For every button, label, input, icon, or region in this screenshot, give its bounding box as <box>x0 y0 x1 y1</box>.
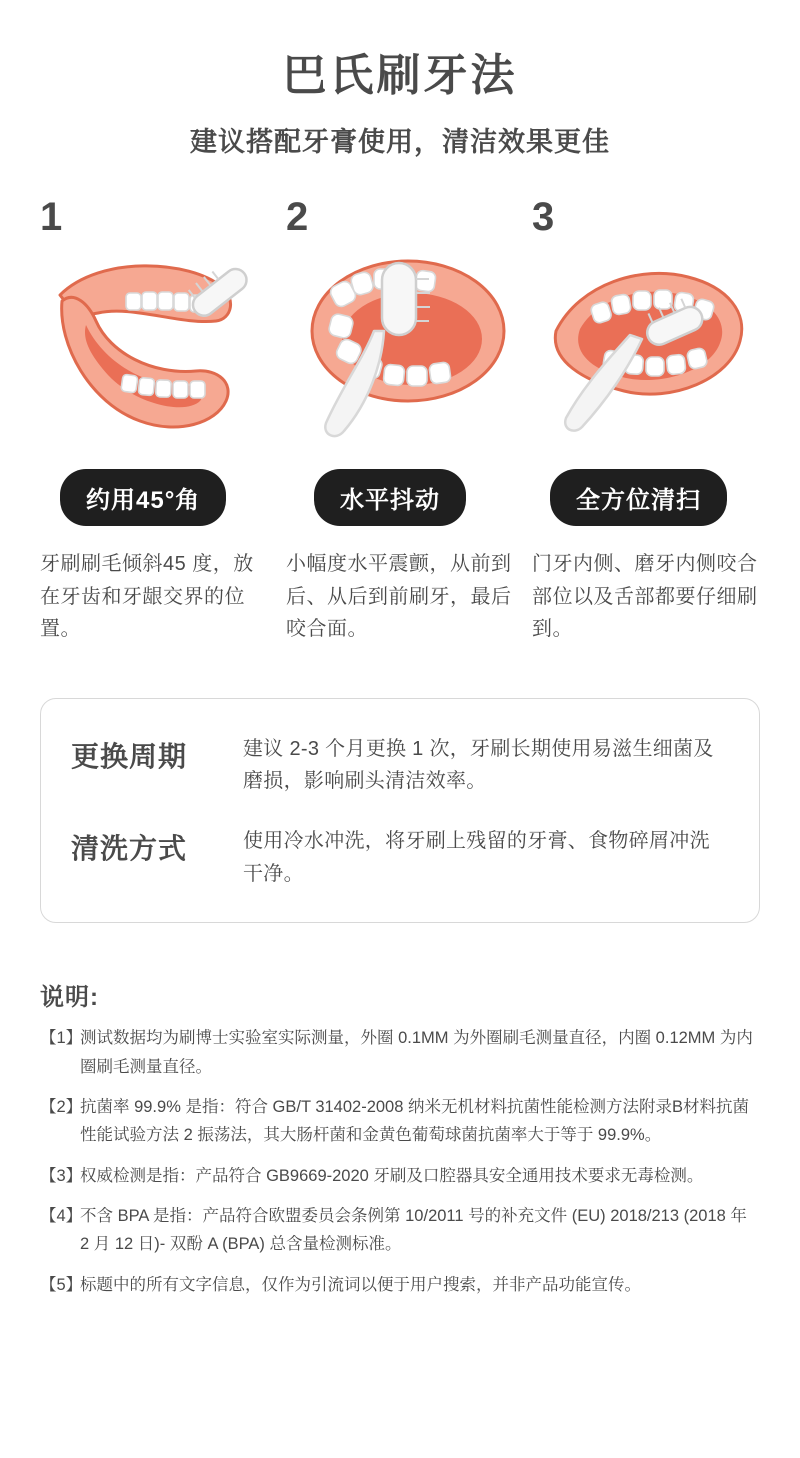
care-row-replacement <box>71 733 729 798</box>
step-illustration-1 <box>40 235 272 465</box>
page-subtitle: 建议搭配牙膏使用，清洁效果更佳 <box>190 127 610 158</box>
note-item <box>40 1162 760 1190</box>
care-text: 使用冷水冲洗，将牙刷上残留的牙膏、食物碎屑冲洗干净。 <box>243 830 710 885</box>
care-label: 清洗方式 <box>71 833 188 865</box>
care-label: 更换周期 <box>71 740 188 772</box>
step-illustration-3 <box>532 235 764 465</box>
step-number: 1 <box>40 195 63 240</box>
step-card <box>286 197 518 645</box>
step-number: 2 <box>286 195 309 240</box>
note-index: 【4】 <box>40 1207 83 1225</box>
note-text: 测试数据均为刷博士实验室实际测量，外圈 0.1MM 为外圈刷毛测量直径，内圈 0.12MM 为内圈刷毛测量直径。 <box>80 1029 753 1076</box>
step-description: 门牙内侧、磨牙内侧咬合部位以及舌部都要仔细刷到。 <box>532 553 758 641</box>
step-number: 3 <box>532 195 555 240</box>
step-description: 小幅度水平震颤，从前到后、从后到前刷牙，最后咬合面。 <box>286 553 512 641</box>
page-title: 巴氏刷牙法 <box>282 51 518 100</box>
notes-section <box>40 977 760 1299</box>
step-badge-wrap <box>550 469 764 526</box>
note-index: 【5】 <box>40 1275 83 1294</box>
step-badge: 水平抖动 <box>314 469 466 526</box>
note-item <box>40 1202 760 1259</box>
step-description: 牙刷刷毛倾斜45 度，放在牙齿和牙龈交界的位置。 <box>40 553 254 641</box>
mouth-horizontal-shake-icon <box>312 261 504 436</box>
step-card <box>40 197 272 645</box>
note-item <box>40 1093 760 1150</box>
care-text: 建议 2-3 个月更换 1 次，牙刷长期使用易滋生细菌及磨损，影响刷头清洁效率。 <box>243 737 714 792</box>
step-badge-wrap <box>60 469 272 526</box>
note-text: 权威检测是指：产品符合 GB9669-2020 牙刷及口腔器具安全通用技术要求无毒检测。 <box>80 1166 704 1185</box>
care-row-cleaning <box>71 825 729 890</box>
header <box>40 0 760 159</box>
note-text: 不含 BPA 是指：产品符合欧盟委员会条例第 10/2011 号的补充文件 (EU) 2018/213 (2018 年 2 月 12 日)- 双酚 A (BPA) 总含量检测标准。 <box>80 1207 747 1254</box>
note-text: 抗菌率 99.9% 是指：符合 GB/T 31402-2008 纳米无机材料抗菌性能检测方法附录B材料抗菌性能试验方法 2 振荡法，其大肠杆菌和金黄色葡萄球菌抗菌率大于等于 99.9%。 <box>80 1097 749 1145</box>
note-item <box>40 1024 760 1081</box>
note-text: 标题中的所有文字信息，仅作为引流词以便于用户搜索，并非产品功能宣传。 <box>80 1275 641 1294</box>
note-index: 【1】 <box>40 1029 83 1048</box>
step-badge-wrap <box>314 469 518 526</box>
step-card <box>532 197 764 645</box>
step-illustration-2 <box>286 235 518 465</box>
mouth-45-degree-icon <box>60 256 251 427</box>
step-badge: 全方位清扫 <box>550 469 727 526</box>
mouth-all-round-icon <box>555 274 741 431</box>
note-index: 【3】 <box>40 1166 83 1185</box>
step-badge: 约用45°角 <box>60 469 226 526</box>
notes-title: 说明: <box>40 984 99 1012</box>
note-index: 【2】 <box>40 1097 83 1116</box>
note-item <box>40 1271 760 1299</box>
care-card <box>40 698 760 924</box>
steps-section <box>40 197 760 645</box>
